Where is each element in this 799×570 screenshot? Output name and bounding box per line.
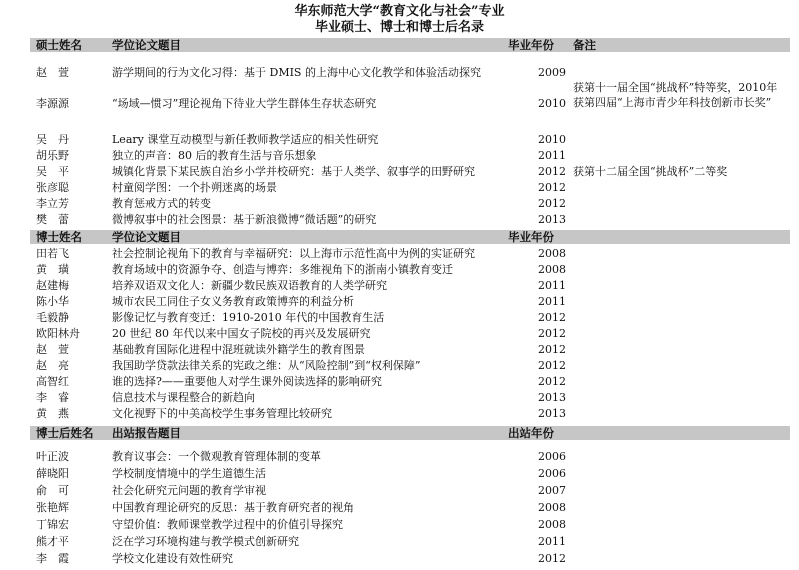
report-title: 学校制度情境中的学生道德生活 <box>112 467 266 480</box>
doctors-name-header: 博士姓名 <box>36 230 82 244</box>
award-note: 获第十二届全国“挑战杯”二等奖 <box>573 165 728 178</box>
exit-year: 2006 <box>538 450 566 463</box>
thesis-title: 基础教育国际化进程中混班就读外籍学生的教育图景 <box>112 343 365 356</box>
award-note: 获第十一届全国“挑战杯”特等奖，2010年获第四届“上海市青少年科技创新市长奖” <box>573 81 778 109</box>
postdoc-name: 俞 可 <box>36 484 69 497</box>
student-name: 高智红 <box>36 375 69 388</box>
doctors-year-header: 毕业年份 <box>508 230 554 244</box>
graduation-year: 2012 <box>538 197 566 210</box>
page-title: 华东师范大学“教育文化与社会”专业 <box>294 4 505 19</box>
graduation-year: 2010 <box>538 133 566 146</box>
student-name: 赵 萱 <box>36 343 69 356</box>
masters-note-header: 备注 <box>573 38 596 52</box>
graduation-year: 2012 <box>538 375 566 388</box>
student-name: 李立芳 <box>36 197 69 210</box>
report-title: 社会化研究元问题的教育学审视 <box>112 484 266 497</box>
student-name: 吴 丹 <box>36 133 69 146</box>
thesis-title: 影像记忆与教育变迁：1910-2010 年代的中国教育生活 <box>112 311 385 324</box>
student-name: 陈小华 <box>36 295 69 308</box>
student-name: 欧阳林舟 <box>36 327 80 340</box>
student-name: 黄 璜 <box>36 263 69 276</box>
postdocs-header <box>30 426 790 440</box>
masters-title-header: 学位论文题目 <box>112 38 181 52</box>
postdoc-name: 薛晓阳 <box>36 467 69 480</box>
masters-header <box>30 38 790 52</box>
report-title: 教育议事会：一个微观教育管理体制的变革 <box>112 450 321 463</box>
student-name: 田若飞 <box>36 247 69 260</box>
student-name: 黄 燕 <box>36 407 69 420</box>
thesis-title: 文化视野下的中美高校学生事务管理比较研究 <box>112 407 332 420</box>
postdocs-year-header: 出站年份 <box>508 426 554 440</box>
graduation-year: 2013 <box>538 391 566 404</box>
masters-year-header: 毕业年份 <box>508 38 554 52</box>
postdocs-name-header: 博士后姓名 <box>36 426 94 440</box>
thesis-title: 教育惩戒方式的转变 <box>112 197 211 210</box>
postdocs-title-header: 出站报告题目 <box>112 426 181 440</box>
graduation-year: 2012 <box>538 327 566 340</box>
graduation-year: 2012 <box>538 311 566 324</box>
thesis-title: “场域—惯习”理论视角下待业大学生群体生存状态研究 <box>112 97 377 110</box>
thesis-title: 城市农民工同住子女义务教育政策博弈的利益分析 <box>112 295 354 308</box>
masters-name-header: 硕士姓名 <box>36 38 82 52</box>
graduation-year: 2010 <box>538 97 566 110</box>
graduation-year: 2009 <box>538 66 566 79</box>
thesis-title: 培养双语双文化人：新疆少数民族双语教育的人类学研究 <box>112 279 387 292</box>
postdoc-name: 叶正波 <box>36 450 69 463</box>
report-title: 学校文化建设有效性研究 <box>112 552 233 565</box>
graduation-year: 2008 <box>538 247 566 260</box>
exit-year: 2008 <box>538 501 566 514</box>
student-name: 赵 萱 <box>36 66 69 79</box>
postdoc-name: 熊才平 <box>36 535 69 548</box>
postdoc-name: 张艳辉 <box>36 501 69 514</box>
doctors-title-header: 学位论文题目 <box>112 230 181 244</box>
thesis-title: 我国助学贷款法律关系的宪政之维：从“风险控制”到“权利保障” <box>112 359 421 372</box>
postdoc-name: 李 霞 <box>36 552 69 565</box>
thesis-title: 游学期间的行为文化习得：基于 DMIS 的上海中心文化教学和体验活动探究 <box>112 66 481 79</box>
graduation-year: 2013 <box>538 213 566 226</box>
graduation-year: 2011 <box>538 149 566 162</box>
report-title: 泛在学习环境构建与教学模式创新研究 <box>112 535 299 548</box>
student-name: 李源源 <box>36 97 69 110</box>
doctors-header <box>30 230 790 244</box>
student-name: 赵建梅 <box>36 279 69 292</box>
student-name: 张彦聪 <box>36 181 69 194</box>
thesis-title: 城镇化背景下某民族自治乡小学并校研究：基于人类学、叙事学的田野研究 <box>112 165 475 178</box>
graduation-year: 2012 <box>538 359 566 372</box>
graduation-year: 2012 <box>538 165 566 178</box>
student-name: 胡乐野 <box>36 149 69 162</box>
thesis-title: 谁的选择?——重要他人对学生课外阅读选择的影响研究 <box>112 375 382 388</box>
thesis-title: Leary 课堂互动模型与新任教师教学适应的相关性研究 <box>112 133 379 146</box>
graduation-year: 2012 <box>538 181 566 194</box>
graduation-year: 2011 <box>538 279 566 292</box>
exit-year: 2011 <box>538 535 566 548</box>
graduation-year: 2012 <box>538 343 566 356</box>
exit-year: 2012 <box>538 552 566 565</box>
student-name: 赵 亮 <box>36 359 69 372</box>
graduation-year: 2013 <box>538 407 566 420</box>
thesis-title: 信息技术与课程整合的新趋向 <box>112 391 255 404</box>
thesis-title: 微博叙事中的社会图景：基于新浪微博“微话题”的研究 <box>112 213 377 226</box>
student-name: 樊 蕾 <box>36 213 69 226</box>
report-title: 中国教育理论研究的反思：基于教育研究者的视角 <box>112 501 354 514</box>
graduation-year: 2008 <box>538 263 566 276</box>
thesis-title: 教育场域中的资源争夺、创造与博弈：多维视角下的浙南小镇教育变迁 <box>112 263 453 276</box>
exit-year: 2008 <box>538 518 566 531</box>
exit-year: 2007 <box>538 484 566 497</box>
thesis-title: 20 世纪 80 年代以来中国女子院校的再兴及发展研究 <box>112 327 371 340</box>
exit-year: 2006 <box>538 467 566 480</box>
student-name: 吴 平 <box>36 165 69 178</box>
thesis-title: 独立的声音：80 后的教育生活与音乐想象 <box>112 149 317 162</box>
student-name: 李 睿 <box>36 391 69 404</box>
thesis-title: 村童阅学图：一个扑朔迷离的场景 <box>112 181 277 194</box>
page-subtitle: 毕业硕士、博士和博士后名录 <box>314 20 484 35</box>
thesis-title: 社会控制论视角下的教育与幸福研究：以上海市示范性高中为例的实证研究 <box>112 247 475 260</box>
postdoc-name: 丁锦宏 <box>36 518 69 531</box>
graduation-year: 2011 <box>538 295 566 308</box>
report-title: 守望价值：教师课堂教学过程中的价值引导探究 <box>112 518 343 531</box>
student-name: 毛毅静 <box>36 311 69 324</box>
